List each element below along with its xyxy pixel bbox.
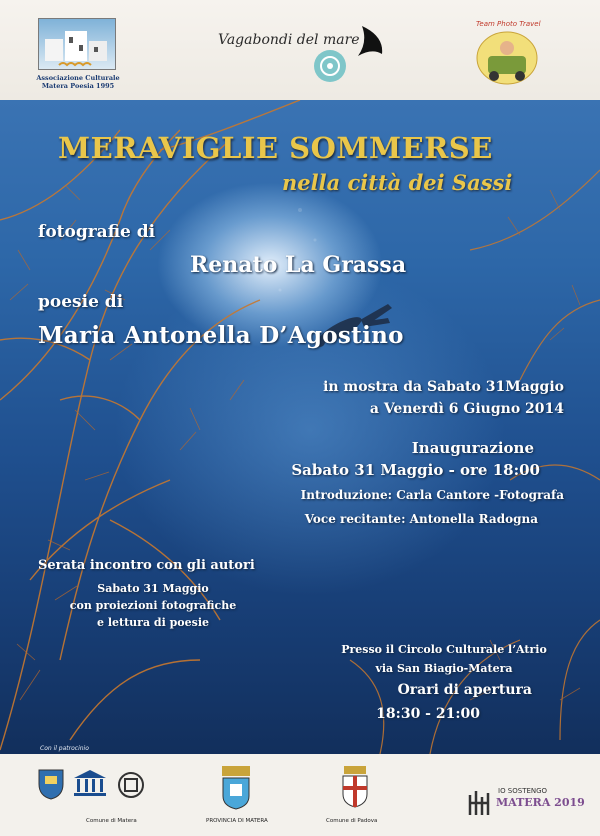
matera-crest-icon — [36, 766, 66, 804]
evening-line-3: e lettura di poesie — [96, 616, 209, 629]
photos-label: fotografie di — [38, 222, 156, 242]
hours-label: Orari di apertura — [397, 682, 532, 698]
world-heritage-icon — [116, 770, 146, 804]
association-caption: Associazione Culturale Matera Poesia 1995 — [36, 74, 120, 90]
venue-line-2: via San Biagio-Matera — [375, 662, 513, 675]
evening-details — [68, 580, 238, 631]
evening-line-2: con proiezioni fotografiche — [69, 599, 237, 612]
venue-line-1: Presso il Circolo Culturale l’Atrio — [341, 643, 547, 656]
evening-title: Serata incontro con gli autori — [38, 558, 255, 573]
unesco-icon — [70, 768, 110, 802]
underwater-photo — [0, 100, 600, 754]
vagabondi-logo — [212, 16, 392, 92]
opening-hours: 18:30 - 21:00 — [376, 706, 480, 722]
photographer-name: Renato La Grassa — [190, 252, 407, 278]
venue — [324, 640, 564, 678]
exhibit-line-2: a Venerdì 6 Giugno 2014 — [369, 401, 564, 417]
padova-caption: Comune di Padova — [326, 818, 378, 824]
vagabondi-logo-text: Vagabondi del mare — [218, 32, 360, 48]
inauguration-date: Sabato 31 Maggio - ore 18:00 — [291, 461, 540, 479]
provincia-caption: PROVINCIA DI MATERA — [206, 818, 268, 824]
association-logo — [34, 14, 122, 96]
exhibit-line-1: in mostra da Sabato 31Maggio — [323, 379, 564, 395]
fish-icon — [212, 16, 392, 92]
poems-label: poesie di — [38, 292, 124, 312]
inauguration-label: Inaugurazione — [411, 439, 534, 457]
exhibit-dates — [323, 376, 564, 420]
matera-2019-mark-icon — [466, 789, 496, 819]
poster-title: MERAVIGLIE SOMMERSE — [58, 131, 493, 165]
team-photo-travel-logo — [470, 18, 544, 90]
tpt-logo-text: Team Photo Travel — [476, 20, 541, 28]
matera-caption: Comune di Matera — [86, 818, 137, 824]
matera-2019-logo — [466, 787, 585, 827]
sostegno-main: MATERA 2019 — [496, 796, 585, 809]
voice-line: Voce recitante: Antonella Radogna — [304, 512, 538, 526]
introduction-line: Introduzione: Carla Cantore -Fotografa — [300, 488, 564, 502]
patronage-label: Con il patrocinio — [40, 745, 89, 752]
poet-name: Maria Antonella D’Agostino — [38, 322, 404, 349]
poster-subtitle: nella città dei Sassi — [282, 170, 513, 195]
sostegno-top: IO SOSTENGO — [498, 787, 548, 795]
provincia-crest-icon — [220, 764, 252, 814]
evening-line-1: Sabato 31 Maggio — [97, 582, 209, 595]
association-logo-image — [38, 18, 116, 70]
padova-crest-icon — [340, 764, 370, 814]
